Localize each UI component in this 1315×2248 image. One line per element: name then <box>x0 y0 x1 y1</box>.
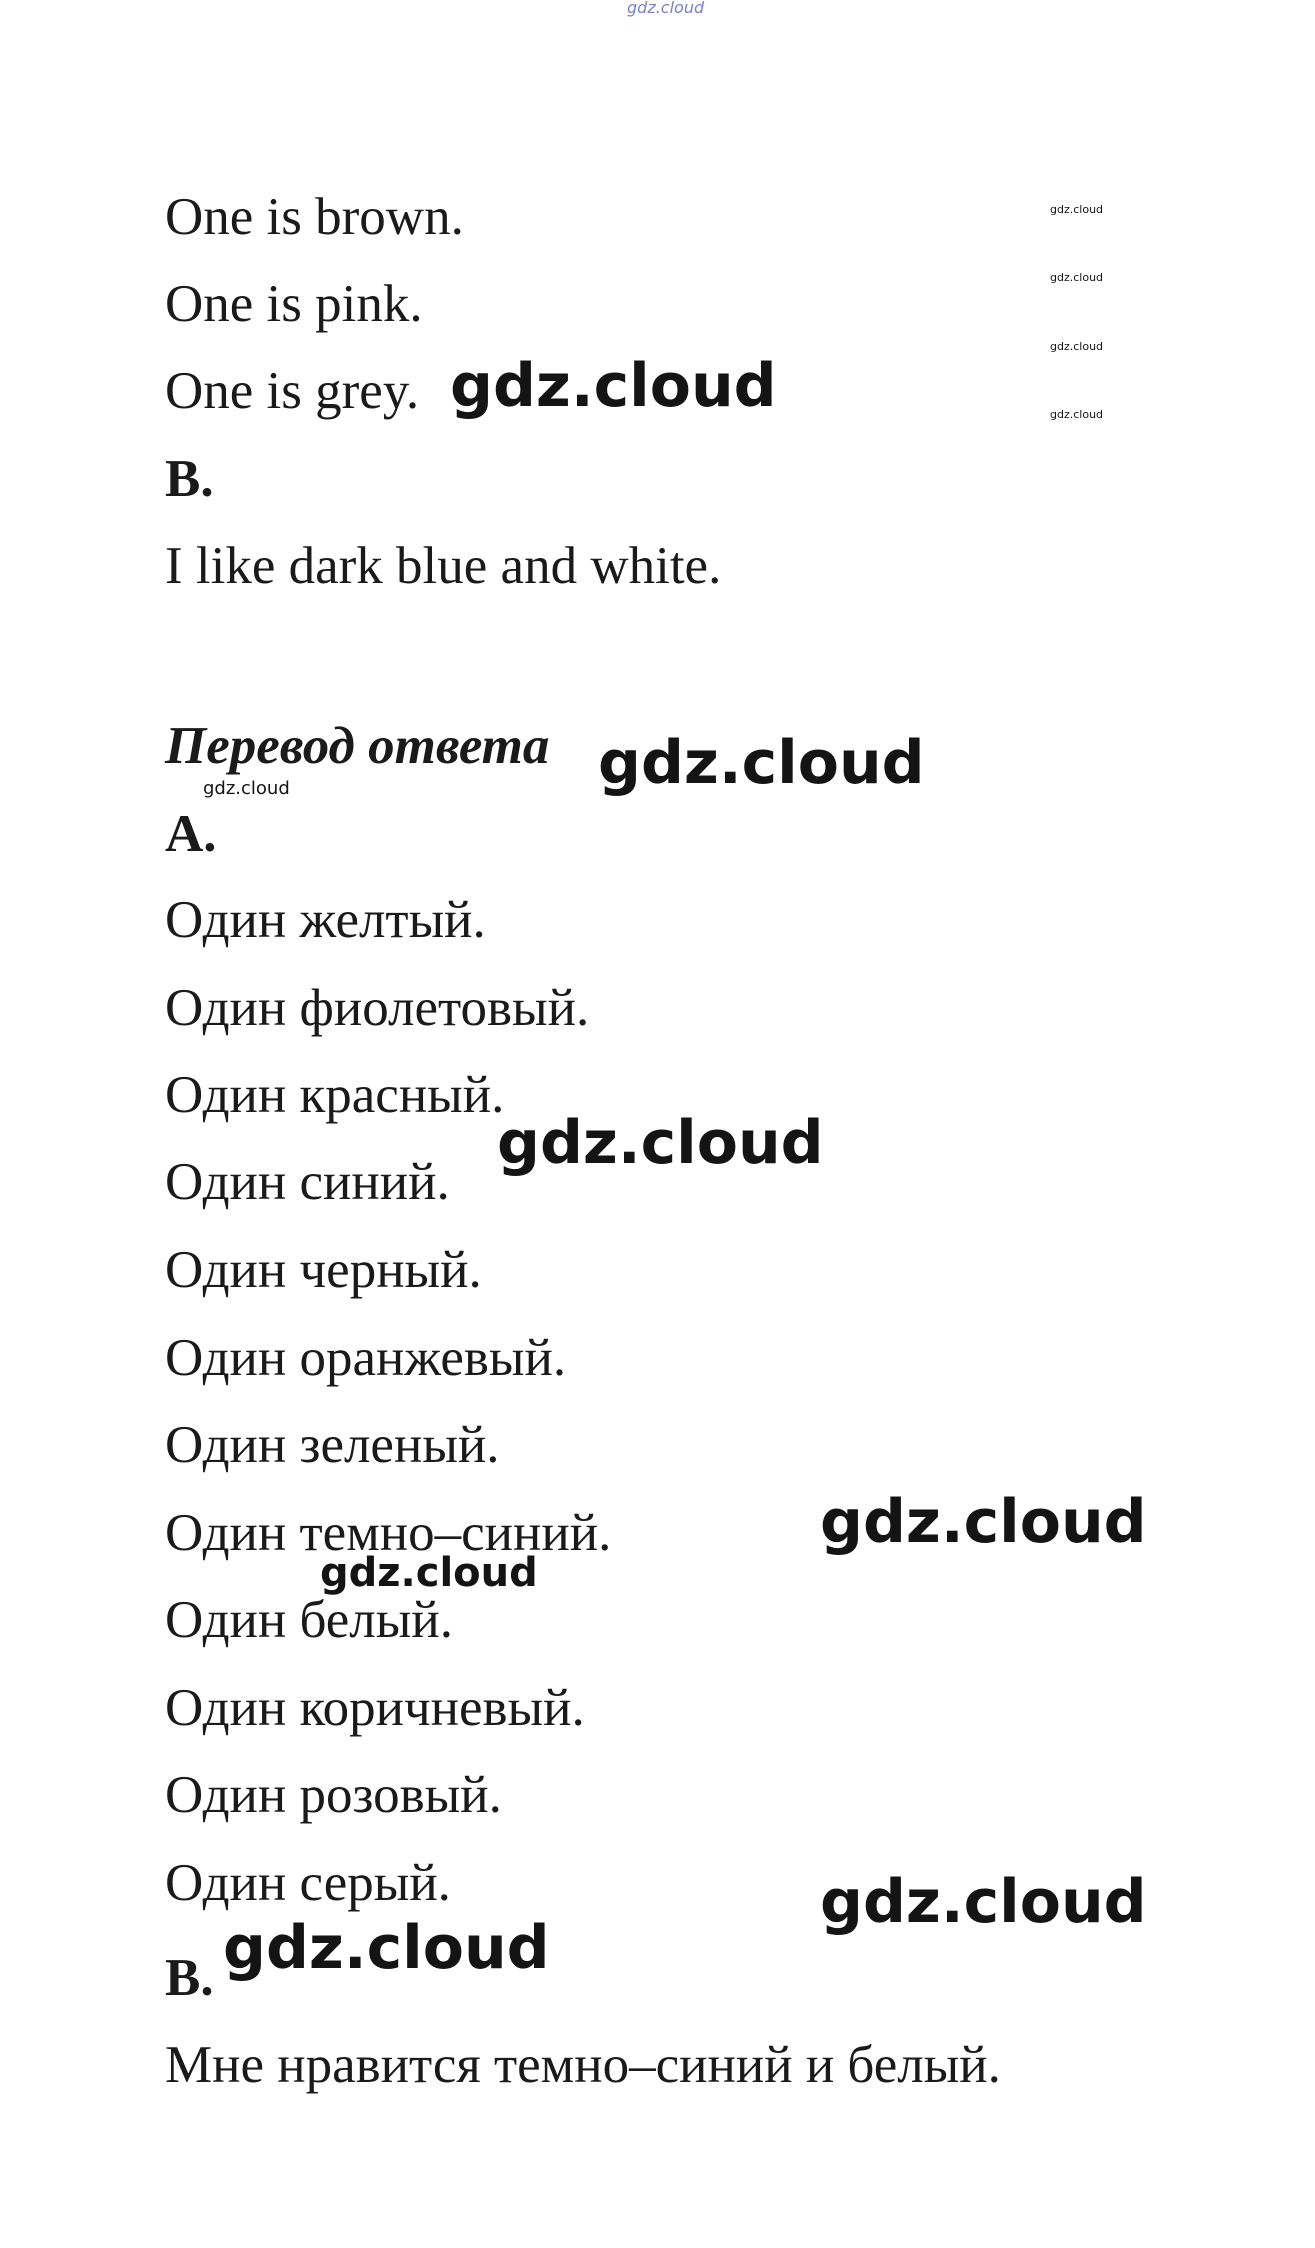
russian-line: Один коричневый. <box>165 1679 585 1737</box>
english-b-line: I like dark blue and white. <box>165 537 722 595</box>
russian-line: Один красный. <box>165 1066 505 1124</box>
watermark-large: gdz.cloud <box>598 728 925 798</box>
watermark-large: gdz.cloud <box>450 351 777 421</box>
russian-line: Один фиолетовый. <box>165 979 590 1037</box>
english-line: One is pink. <box>165 275 423 333</box>
watermark-large: gdz.cloud <box>223 1913 550 1983</box>
russian-line: Один черный. <box>165 1241 482 1299</box>
russian-line: Один серый. <box>165 1854 451 1912</box>
russian-line: Один синий. <box>165 1153 450 1211</box>
section-b-label: B. <box>165 450 214 508</box>
watermark-small: gdz.cloud <box>203 778 290 799</box>
english-line: One is grey. <box>165 362 420 420</box>
russian-line: Один желтый. <box>165 891 486 949</box>
section-b-label-ru: В. <box>165 1949 214 2007</box>
russian-line: Один темно–синий. <box>165 1504 612 1562</box>
top-watermark: gdz.cloud <box>627 0 705 17</box>
watermark-large: gdz.cloud <box>820 1867 1147 1937</box>
watermark-tiny: gdz.cloud <box>1050 340 1104 353</box>
russian-line: Один белый. <box>165 1591 453 1649</box>
russian-b-line: Мне нравится темно–синий и белый. <box>165 2036 1001 2094</box>
watermark-tiny: gdz.cloud <box>1050 408 1104 421</box>
russian-line: Один розовый. <box>165 1766 502 1824</box>
english-line: One is brown. <box>165 188 464 246</box>
russian-line: Один зеленый. <box>165 1416 500 1474</box>
section-a-label-ru: А. <box>165 805 217 863</box>
watermark-large: gdz.cloud <box>820 1487 1147 1557</box>
watermark-tiny: gdz.cloud <box>1050 271 1104 284</box>
watermark-large: gdz.cloud <box>497 1108 824 1178</box>
translation-heading: Перевод ответа <box>165 717 550 775</box>
watermark-tiny: gdz.cloud <box>1050 203 1104 216</box>
watermark-medium: gdz.cloud <box>320 1550 538 1596</box>
russian-line: Один оранжевый. <box>165 1329 567 1387</box>
